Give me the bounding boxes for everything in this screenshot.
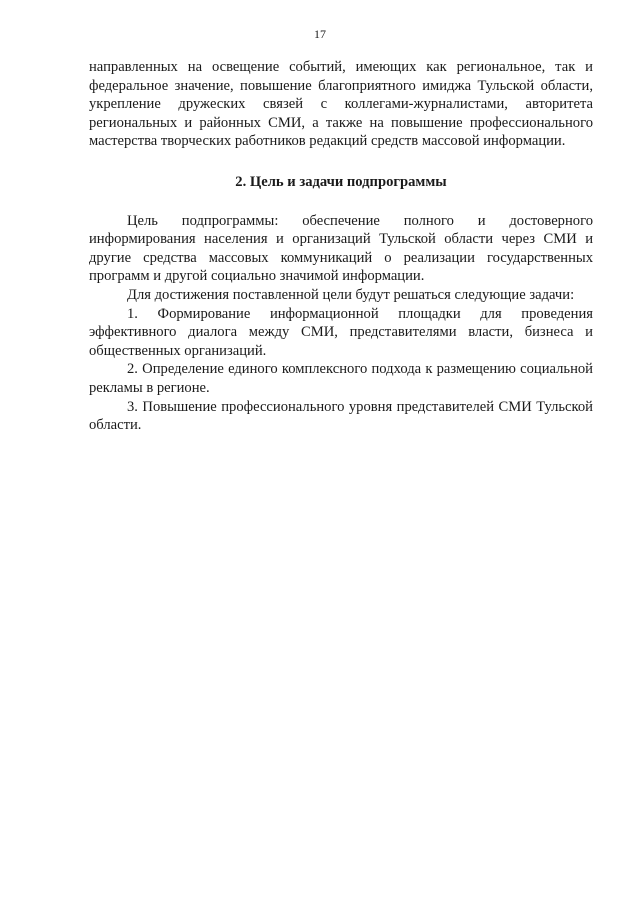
tasks-intro: Для достижения поставленной цели будут решаться следующие задачи: (127, 286, 575, 303)
page-number: 17 (314, 27, 326, 41)
task-item-3: 3. Повышение профессионального уровня представителей СМИ Тульской области. (89, 398, 593, 434)
task-item-1: 1. Формирование информационной площадки для проведения эффективного диалога между СМИ, представителями власти, бизнеса и общественных организаций. (89, 305, 593, 359)
task-item-2: 2. Определение единого комплексного подхода к размещению социальной рекламы в регионе. (89, 361, 593, 396)
goal-paragraph: Цель подпрограммы: обеспечение полного и достоверного информирования населения и организаций Тульской области через СМИ и другие средства массовых коммуникаций о реализации государственных программ и другой социально значимой информации. (89, 212, 593, 285)
page-content (89, 58, 593, 435)
section-heading: 2. Цель и задачи подпрограммы (235, 173, 447, 190)
intro-paragraph: направленных на освещение событий, имеющих как региональное, так и федеральное значение, повышение благоприятного имиджа Тульской области, укрепление дружеских связей с коллегами-журналистами, авторитета региональных и районных СМИ, а также на повышение профессионального мастерства творческих работников редакций средств массовой информации. (89, 59, 593, 150)
